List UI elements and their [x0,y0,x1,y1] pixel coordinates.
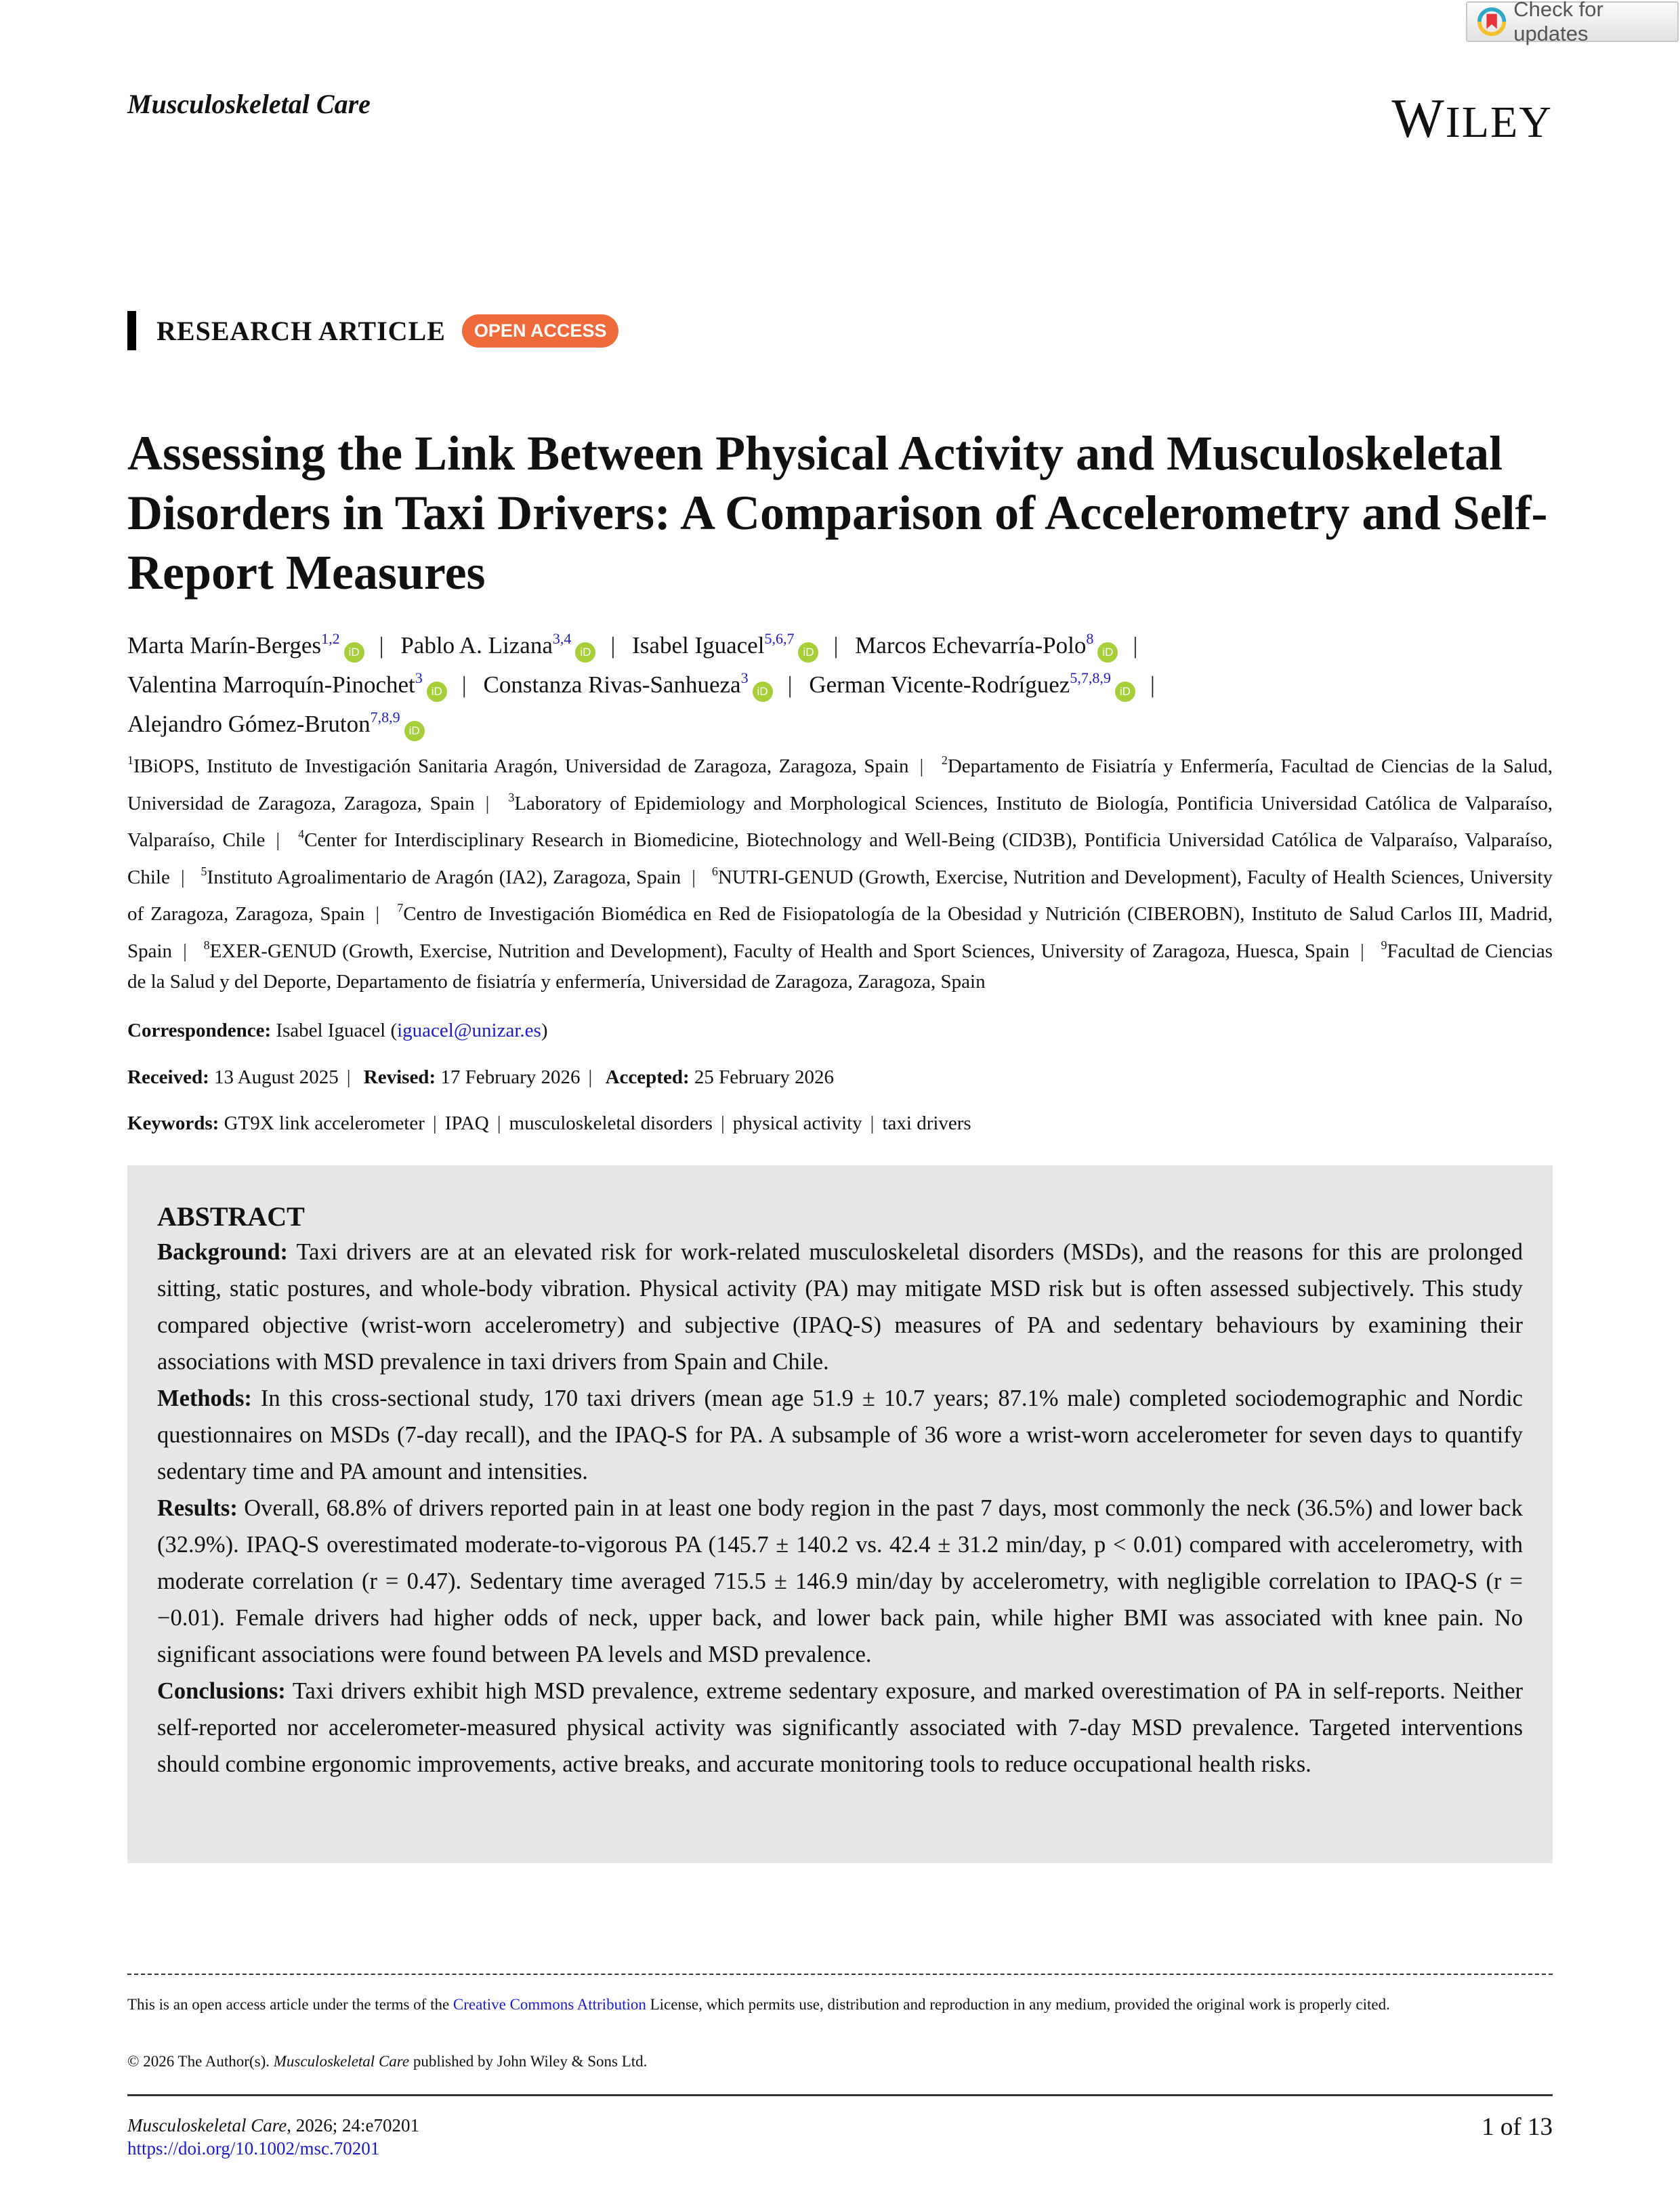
article-type-bar [127,311,136,350]
affiliation-number: 6 [711,864,718,878]
author-name[interactable]: German Vicente-Rodríguez [809,671,1070,698]
correspondence-email-link[interactable]: iguacel@unizar.es [397,1020,541,1041]
affiliation-number: 7 [397,901,404,915]
date-separator: | [588,1066,593,1088]
section-text: Taxi drivers are at an elevated risk for work-related musculoskeletal disorders (MSDs), and the reasons for this are prolonged sitting, static postures, and whole-body vibration. Physical activity (PA) may mitigate MSD risk but is often assessed subjectively. This study compared objective (wrist-worn accelerometry) and subjective (IPAQ-S) measures of PA and sedentary behaviours by examining their associations with MSD prevalence in taxi drivers from Spain and Chile. [157,1239,1523,1375]
author-name[interactable]: Constanza Rivas-Sanhueza [483,671,741,698]
section-text: In this cross-sectional study, 170 taxi drivers (mean age 51.9 ± 10.7 years; 87.1% male) completed sociodemographic and Nordic questionnaires on MSDs (7-day recall), and the IPAQ-S for PA. A subsample of 36 wore a wrist-worn accelerometer for seven days to quantify sedentary time and PA amount and intensities. [157,1386,1523,1484]
abstract-heading: ABSTRACT [157,1201,305,1232]
author-separator: | [610,632,616,659]
section-label: Conclusions: [157,1678,286,1704]
author-affiliation-ref[interactable]: 5,7,8,9 [1070,669,1111,686]
revised-label: Revised: [363,1066,436,1088]
author-separator: | [787,671,793,698]
orcid-icon[interactable]: iD [1097,642,1118,663]
author-name[interactable]: Alejandro Gómez-Bruton [127,711,371,737]
affiliation-separator: | [276,829,280,851]
author-affiliation-ref[interactable]: 5,6,7 [764,630,795,647]
license-divider [127,1974,1553,1975]
abstract-background [157,1234,1523,1380]
author-separator: | [461,671,467,698]
correspondence: Correspondence: Isabel Iguacel (iguacel@unizar.es) [127,1020,548,1041]
author-separator: | [1150,671,1155,698]
footer-journal: Musculoskeletal Care [127,2115,287,2136]
affiliation-text: Departamento de Fisiatría y Enfermería, Facultad de Ciencias de la Salud, Universidad de Zaragoza, Zaragoza, Spain [127,755,1553,814]
copyright [127,2053,647,2070]
section-label: Methods: [157,1386,252,1411]
article-type [127,311,618,350]
keywords [127,1112,971,1135]
publisher-logo-initial: W [1391,87,1446,149]
affiliation-separator: | [919,755,924,777]
keyword-separator: | [720,1112,725,1134]
affiliation-text: EXER-GENUD (Growth, Exercise, Nutrition and Development), Faculty of Health and Sport Sciences, University of Zaragoza, Huesca, Spain [209,940,1349,962]
keyword: physical activity [732,1112,862,1134]
keyword: taxi drivers [882,1112,971,1134]
journal-name: Musculoskeletal Care [127,89,371,119]
article-dates [127,1066,834,1089]
license-text-post: License, which permits use, distribution and reproduction in any medium, provided the original work is properly cited. [646,1996,1390,2013]
affiliation-number: 4 [298,827,305,841]
affiliation-text: Facultad de Ciencias de la Salud y del Deporte, Departamento de fisiatría y enfermería, Universidad de Zaragoza, Zaragoza, Spain [127,940,1553,993]
orcid-icon[interactable]: iD [798,642,818,663]
revised-date: 17 February 2026 [440,1066,581,1088]
received-date: 13 August 2025 [214,1066,339,1088]
page-number: 1 of 13 [1482,2113,1553,2141]
affiliations [127,745,1553,998]
abstract-box [127,1165,1553,1863]
author-name[interactable]: Marcos Echevarría-Polo [855,632,1087,659]
copyright-post: published by John Wiley & Sons Ltd. [409,2053,648,2070]
received-label: Received: [127,1066,209,1088]
article-type-label: RESEARCH ARTICLE [156,315,446,346]
affiliation-separator: | [375,903,380,925]
author-affiliation-ref[interactable]: 8 [1086,630,1094,647]
orcid-icon[interactable]: iD [404,721,425,741]
affiliation-separator: | [485,792,490,814]
author-name[interactable]: Pablo A. Lizana [400,632,553,659]
affiliation-separator: | [183,940,187,962]
author-affiliation-ref[interactable]: 3,4 [552,630,572,647]
affiliation-separator: | [692,866,696,888]
author-name[interactable]: Marta Marín-Berges [127,632,322,659]
keyword-separator: | [432,1112,437,1134]
section-text: Overall, 68.8% of drivers reported pain in at least one body region in the past 7 days, most commonly the neck (36.5%) and lower back (32.9%). IPAQ-S overestimated moderate-to-vigorous PA (145.7 ± 140.2 vs. 42.4 ± 31.2 min/day, p < 0.01) compared with accelerometry, with moderate correlation (r = 0.47). Sedentary time averaged 715.5 ± 146.9 min/day by accelerometry, with negligible correlation to IPAQ-S (r = −0.01). Female drivers had higher odds of neck, upper back, and lower back pain, while higher BMI was associated with knee pain. No significant associations were found between PA levels and MSD prevalence. [157,1495,1523,1667]
keyword-separator: | [870,1112,875,1134]
orcid-icon[interactable]: iD [1115,682,1135,702]
check-for-updates-label: Check for updates [1513,0,1603,45]
author-affiliation-ref[interactable]: 1,2 [321,630,340,647]
author-name[interactable]: Valentina Marroquín-Pinochet [127,671,415,698]
author-affiliation-ref[interactable]: 3 [415,669,423,686]
license-text-pre: This is an open access article under the terms of the [127,1996,453,2013]
affiliation-separator: | [1360,940,1364,962]
orcid-icon[interactable]: iD [753,682,773,702]
keyword: GT9X link accelerometer [224,1112,425,1134]
author-affiliation-ref[interactable]: 3 [740,669,749,686]
author-separator: | [1133,632,1138,659]
date-separator: | [346,1066,351,1088]
section-label: Background: [157,1239,289,1265]
affiliation-number: 1 [127,753,133,767]
publisher-logo [1391,87,1553,150]
keyword: musculoskeletal disorders [509,1112,713,1134]
correspondence-label: Correspondence: [127,1020,272,1041]
affiliation-separator: | [180,866,185,888]
orcid-icon[interactable]: iD [575,642,595,663]
author-affiliation-ref[interactable]: 7,8,9 [370,709,400,726]
keywords-label: Keywords: [127,1112,219,1134]
affiliation-text: Centro de Investigación Biomédica en Red de Fisiopatología de la Obesidad y Nutrición (CIBEROBN), Instituto de Salud Carlos III, Madrid, Spain [127,903,1553,962]
open-access-badge: OPEN ACCESS [462,314,619,348]
abstract-results [157,1490,1523,1673]
orcid-icon[interactable]: iD [344,642,364,663]
abstract-conclusions [157,1673,1523,1783]
abstract-methods [157,1380,1523,1490]
orcid-icon[interactable]: iD [427,682,447,702]
author-separator: | [379,632,384,659]
section-label: Results: [157,1495,238,1521]
author-name[interactable]: Isabel Iguacel [632,632,765,659]
affiliation-text: Instituto Agroalimentario de Aragón (IA2), Zaragoza, Spain [207,866,681,888]
keyword: IPAQ [444,1112,489,1134]
accepted-label: Accepted: [605,1066,690,1088]
affiliation-number: 8 [203,938,210,952]
author-separator: | [833,632,839,659]
footer-volume: , 2026; 24:e70201 [287,2115,419,2136]
creative-commons-link[interactable]: Creative Commons Attribution [453,1996,646,2013]
affiliation-number: 2 [941,753,948,767]
copyright-journal: Musculoskeletal Care [273,2053,410,2070]
affiliation-number: 9 [1381,938,1387,952]
affiliation-number: 5 [201,864,207,878]
publisher-logo-rest: ILEY [1445,98,1553,147]
section-text: Taxi drivers exhibit high MSD prevalence, extreme sedentary exposure, and marked overestimation of PA in self-reports. Neither self-reported nor accelerometer-measured physical activity was significantly associated with 7-day MSD prevalence. Targeted interventions should combine ergonomic improvements, active breaks, and accurate monitoring tools to reduce occupational health risks. [157,1678,1523,1777]
affiliation-text: NUTRI-GENUD (Growth, Exercise, Nutrition and Development), Faculty of Health Sciences, University of Zaragoza, Zaragoza, Spain [127,866,1553,925]
footer-citation [127,2115,419,2136]
affiliation-number: 3 [508,790,515,804]
affiliation-text: Laboratory of Epidemiology and Morphological Sciences, Instituto de Biología, Pontificia Universidad Católica de Valparaíso, Valparaíso, Chile [127,792,1553,851]
footer-divider [127,2094,1553,2096]
license-statement [127,1991,1553,2019]
keyword-separator: | [497,1112,501,1134]
accepted-date: 25 February 2026 [694,1066,835,1088]
author-list [127,623,1570,741]
copyright-pre: © 2026 The Author(s). [127,2053,274,2070]
article-title: Assessing the Link Between Physical Activity and Musculoskeletal Disorders in Taxi Drivers: A Comparison of Accelerometry and Self-Report Measures [127,426,1548,600]
crossmark-icon [1477,6,1507,37]
correspondence-name: Isabel Iguacel [276,1020,386,1041]
doi-link[interactable]: https://doi.org/10.1002/msc.70201 [127,2138,380,2159]
check-for-updates-button[interactable] [1466,0,1679,45]
affiliation-text: IBiOPS, Instituto de Investigación Sanitaria Aragón, Universidad de Zaragoza, Zaragoza, Spain [133,755,909,777]
affiliation-text: Center for Interdisciplinary Research in Biomedicine, Biotechnology and Well-Being (CID3B), Pontificia Universidad Católica de Valparaíso, Valparaíso, Chile [127,829,1553,888]
